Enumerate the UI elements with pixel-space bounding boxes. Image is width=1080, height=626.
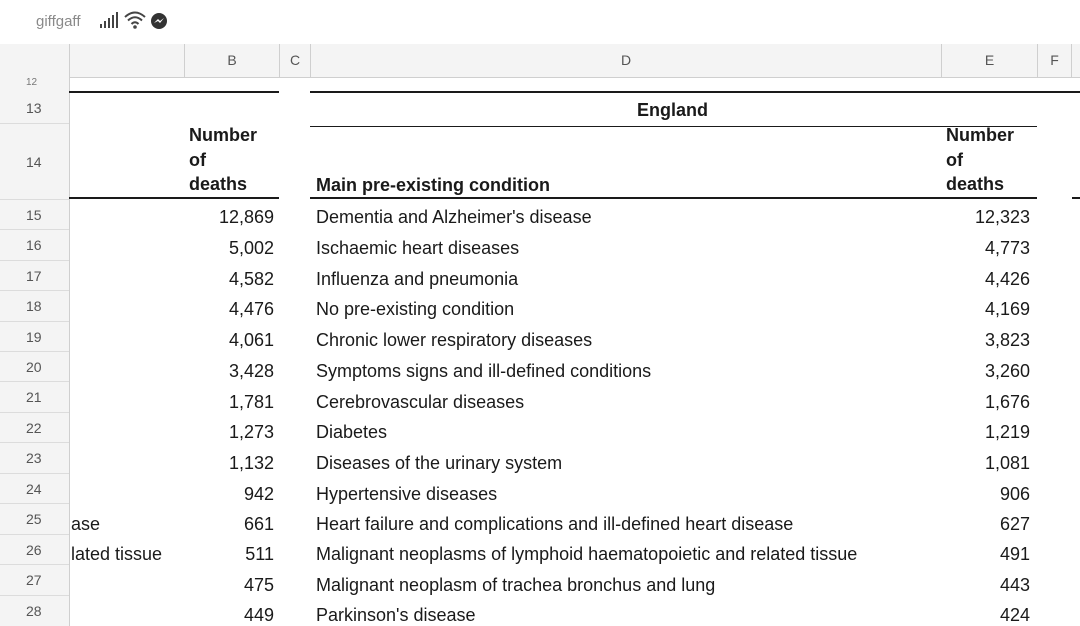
condition-cell[interactable]: Chronic lower respiratory diseases bbox=[316, 330, 593, 350]
deaths-cell-e[interactable]: 3,260 bbox=[984, 361, 1030, 381]
column-header-c[interactable]: C bbox=[279, 44, 310, 77]
row-number[interactable]: 20 bbox=[0, 352, 69, 382]
deaths-cell-e[interactable]: 906 bbox=[999, 484, 1030, 504]
row-number[interactable]: 19 bbox=[0, 322, 69, 352]
deaths-cell-b[interactable]: 4,582 bbox=[228, 269, 274, 289]
header-bottom-rule-far bbox=[1072, 197, 1080, 199]
deaths-cell-e[interactable]: 4,426 bbox=[984, 269, 1030, 289]
row-number[interactable]: 27 bbox=[0, 565, 69, 596]
table-top-rule-right bbox=[310, 91, 1080, 93]
deaths-cell-b[interactable]: 12,869 bbox=[218, 207, 274, 227]
deaths-cell-e[interactable]: 1,081 bbox=[984, 453, 1030, 473]
row-number[interactable]: 25 bbox=[0, 504, 69, 535]
deaths-cell-b[interactable]: 3,428 bbox=[228, 361, 274, 381]
column-header-b[interactable]: B bbox=[184, 44, 279, 77]
deaths-cell-e[interactable]: 424 bbox=[999, 605, 1030, 625]
region-underline bbox=[310, 126, 1037, 127]
row-number[interactable]: 15 bbox=[0, 200, 69, 230]
row-number[interactable]: 16 bbox=[0, 230, 69, 261]
deaths-cell-b[interactable]: 4,476 bbox=[228, 299, 274, 319]
deaths-cell-e[interactable]: 1,219 bbox=[984, 422, 1030, 442]
condition-cell[interactable]: Parkinson's disease bbox=[316, 605, 476, 625]
deaths-cell-e[interactable]: 12,323 bbox=[974, 207, 1030, 227]
column-header-f[interactable]: F bbox=[1037, 44, 1072, 77]
signal-bars-icon bbox=[100, 12, 120, 28]
row-number[interactable]: 26 bbox=[0, 535, 69, 565]
row-number[interactable]: 21 bbox=[0, 382, 69, 413]
condition-cell[interactable]: Symptoms signs and ill-defined conditions bbox=[316, 361, 652, 381]
row-number[interactable]: 28 bbox=[26, 603, 42, 619]
condition-cell[interactable]: Dementia and Alzheimer's disease bbox=[316, 207, 592, 227]
deaths-cell-b[interactable]: 1,781 bbox=[228, 392, 274, 412]
deaths-cell-e[interactable]: 491 bbox=[999, 544, 1030, 564]
condition-cell[interactable]: Diseases of the urinary system bbox=[316, 453, 563, 473]
deaths-cell-e[interactable]: 627 bbox=[999, 514, 1030, 534]
deaths-cell-b[interactable]: 475 bbox=[243, 575, 274, 595]
left-deaths-header-line1: Number bbox=[189, 125, 258, 145]
column-header-a-partial[interactable] bbox=[69, 44, 184, 77]
status-icons bbox=[100, 10, 172, 32]
deaths-cell-b[interactable]: 5,002 bbox=[228, 238, 274, 258]
deaths-cell-e[interactable]: 1,676 bbox=[984, 392, 1030, 412]
row-number[interactable]: 17 bbox=[0, 261, 69, 291]
condition-cell[interactable]: Cerebrovascular diseases bbox=[316, 392, 525, 412]
deaths-cell-b[interactable]: 661 bbox=[243, 514, 274, 534]
column-header-row bbox=[0, 44, 1080, 78]
left-deaths-header-line3: deaths bbox=[189, 174, 248, 194]
row-number-partial: 12 bbox=[26, 77, 38, 88]
status-bar bbox=[0, 0, 1080, 44]
deaths-cell-b[interactable]: 942 bbox=[243, 484, 274, 504]
condition-cell[interactable]: Malignant neoplasms of lymphoid haematopoietic and related tissue bbox=[316, 544, 858, 564]
deaths-cell-e[interactable]: 4,773 bbox=[984, 238, 1030, 258]
row-number[interactable]: 18 bbox=[0, 291, 69, 322]
left-deaths-header-line2: of bbox=[189, 150, 206, 170]
deaths-cell-b[interactable]: 511 bbox=[245, 544, 274, 564]
deaths-cell-e[interactable]: 4,169 bbox=[984, 299, 1030, 319]
condition-header: Main pre-existing condition bbox=[316, 175, 551, 195]
header-bottom-rule-left bbox=[69, 197, 279, 199]
row-number[interactable]: 22 bbox=[0, 413, 69, 443]
row-number[interactable]: 13 bbox=[0, 92, 69, 124]
right-deaths-header-line2: of bbox=[946, 150, 963, 170]
overflow-cell-a[interactable]: lated tissue bbox=[71, 544, 163, 564]
right-deaths-header-line1: Number bbox=[946, 125, 1015, 145]
column-header-e[interactable]: E bbox=[941, 44, 1037, 77]
condition-cell[interactable]: Heart failure and complications and ill-defined heart disease bbox=[316, 514, 794, 534]
table-top-rule-left bbox=[69, 91, 279, 93]
deaths-cell-b[interactable]: 1,132 bbox=[228, 453, 274, 473]
condition-cell[interactable]: Hypertensive diseases bbox=[316, 484, 498, 504]
row-number[interactable]: 23 bbox=[0, 443, 69, 474]
row-number[interactable]: 24 bbox=[0, 474, 69, 504]
column-header-d[interactable]: D bbox=[310, 44, 941, 77]
condition-cell[interactable]: Diabetes bbox=[316, 422, 388, 442]
wifi-icon bbox=[124, 10, 146, 30]
row-number[interactable]: 14 bbox=[0, 124, 69, 200]
region-title: England bbox=[637, 100, 708, 120]
carrier-name: giffgaff bbox=[36, 13, 81, 30]
condition-cell[interactable]: Ischaemic heart diseases bbox=[316, 238, 520, 258]
messenger-icon bbox=[150, 12, 168, 30]
condition-cell[interactable]: Influenza and pneumonia bbox=[316, 269, 519, 289]
deaths-cell-e[interactable]: 3,823 bbox=[984, 330, 1030, 350]
condition-cell[interactable]: Malignant neoplasm of trachea bronchus and lung bbox=[316, 575, 716, 595]
deaths-cell-b[interactable]: 4,061 bbox=[228, 330, 274, 350]
header-bottom-rule-right bbox=[310, 197, 1037, 199]
deaths-cell-b[interactable]: 1,273 bbox=[228, 422, 274, 442]
right-deaths-header-line3: deaths bbox=[946, 174, 1005, 194]
deaths-cell-e[interactable]: 443 bbox=[999, 575, 1030, 595]
condition-cell[interactable]: No pre-existing condition bbox=[316, 299, 515, 319]
deaths-cell-b[interactable]: 449 bbox=[243, 605, 274, 625]
overflow-cell-a[interactable]: ase bbox=[71, 514, 101, 534]
